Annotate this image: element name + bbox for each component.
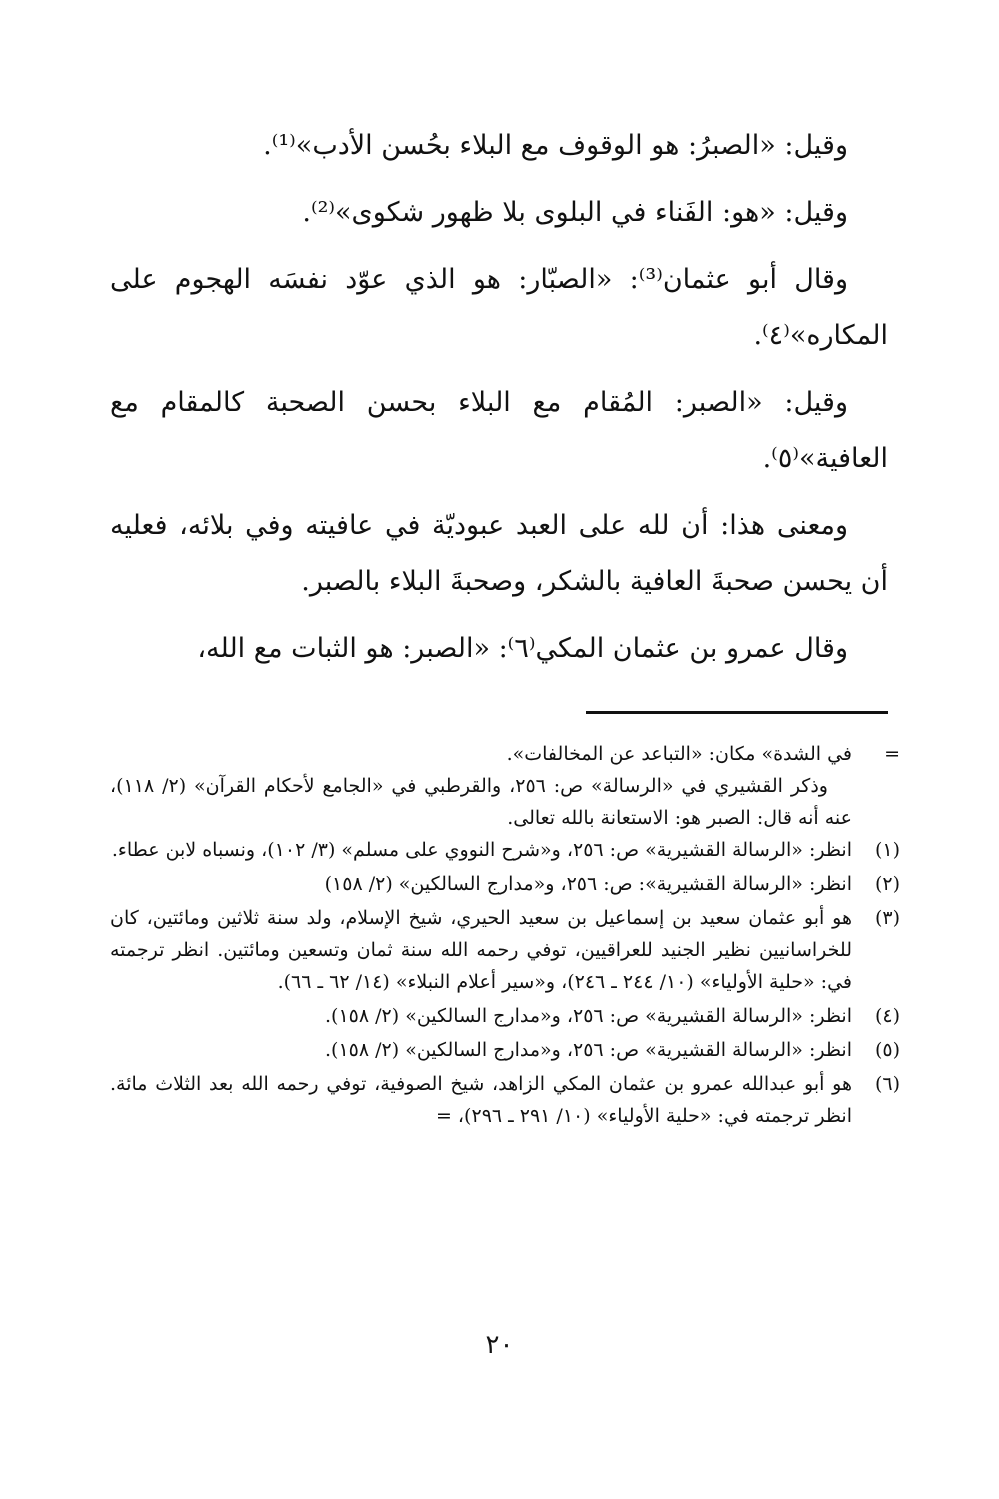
footnote-item (110, 902, 900, 998)
paragraph: ومعنى هذا: أن لله على العبد عبوديّة في عافيته وفي بلائه، فعليه أن يحسن صحبةَ العافية بالشكر، وصحبةَ البلاء بالصبر. (110, 510, 888, 597)
footnote-number: (١) (874, 839, 900, 861)
paragraph: وقيل: «هو: الفَناء في البلوى بلا ظهور شكوى»⁽²⁾. (302, 197, 848, 228)
paragraph: وقال أبو عثمان⁽³⁾: «الصبّار: هو الذي عوّد نفسَه الهجوم على المكاره»⁽٤⁾. (110, 264, 888, 351)
footnote-text: هو أبو عبدالله عمرو بن عثمان المكي الزاهد، شيخ الصوفية، توفي رحمه الله بعد الثلاث مائة. انظر ترجمته في: «حلية الأولياء» (١٠/ ٢٩١ ـ ٢٩٦)، = (110, 1073, 852, 1127)
footnote-number: (٦) (874, 1073, 900, 1095)
footnote-item (110, 1000, 900, 1032)
footnote-item (110, 1034, 900, 1066)
footnote-number: (٥) (874, 1039, 900, 1061)
continuation-paragraph: وذكر القشيري في «الرسالة» ص: ٢٥٦، والقرطبي في «الجامع لأحكام القرآن» (٢/ ١١٨)، عنه أنه قال: الصبر هو: الاستعانة بالله تعالى. (110, 775, 852, 829)
footnote-number: (٢) (874, 873, 900, 895)
continuation-marker: = (884, 743, 900, 765)
footnote-continuation (110, 738, 900, 770)
footnote-number: (٤) (874, 1005, 900, 1027)
paragraph: وقال عمرو بن عثمان المكي⁽٦⁾: «الصبر: هو الثبات مع الله، (197, 633, 848, 664)
footnote-text: هو أبو عثمان سعيد بن إسماعيل بن سعيد الحيري، شيخ الإسلام، ولد سنة ثلاثين ومائتين، كان للخراسانيين نظير الجنيد للعراقيين، توفي رحمه الله سنة ثمان وتسعين ومائتين. انظر ترجمته في: «حلية الأولياء» (١٠/ ٢٤٤ ـ ٢٤٦)، و«سير أعلام النبلاء» (١٤/ ٦٢ ـ ٦٦). (110, 907, 852, 993)
main-text (110, 118, 888, 688)
page-number: ٢٠ (485, 1330, 514, 1360)
footnote-text: انظر: «الرسالة القشيرية» ص: ٢٥٦، و«شرح النووي على مسلم» (٣/ ١٠٢)، ونسباه لابن عطاء. (111, 839, 852, 861)
paragraph: وقيل: «الصبرُ: هو الوقوف مع البلاء بحُسن الأدب»⁽¹⁾. (263, 130, 848, 161)
paragraph: وقيل: «الصبر: المُقام مع البلاء بحسن الصحبة كالمقام مع العافية»⁽٥⁾. (110, 387, 888, 474)
footnote-item (110, 868, 900, 900)
footnote-item (110, 834, 900, 866)
footnote-divider (586, 711, 888, 714)
continuation-line: في الشدة» مكان: «التباعد عن المخالفات». (506, 743, 852, 765)
footnotes-section (110, 738, 900, 1134)
footnote-text: انظر: «الرسالة القشيرية» ص: ٢٥٦، و«مدارج السالكين» (٢/ ١٥٨). (325, 1005, 852, 1027)
footnote-text: انظر: «الرسالة القشيرية» ص: ٢٥٦، و«مدارج السالكين» (٢/ ١٥٨). (325, 1039, 852, 1061)
footnote-text: انظر: «الرسالة القشيرية»: ص: ٢٥٦، و«مدارج السالكين» (٢/ ١٥٨) (324, 873, 852, 895)
footnote-number: (٣) (874, 907, 900, 929)
footnote-item (110, 1068, 900, 1132)
